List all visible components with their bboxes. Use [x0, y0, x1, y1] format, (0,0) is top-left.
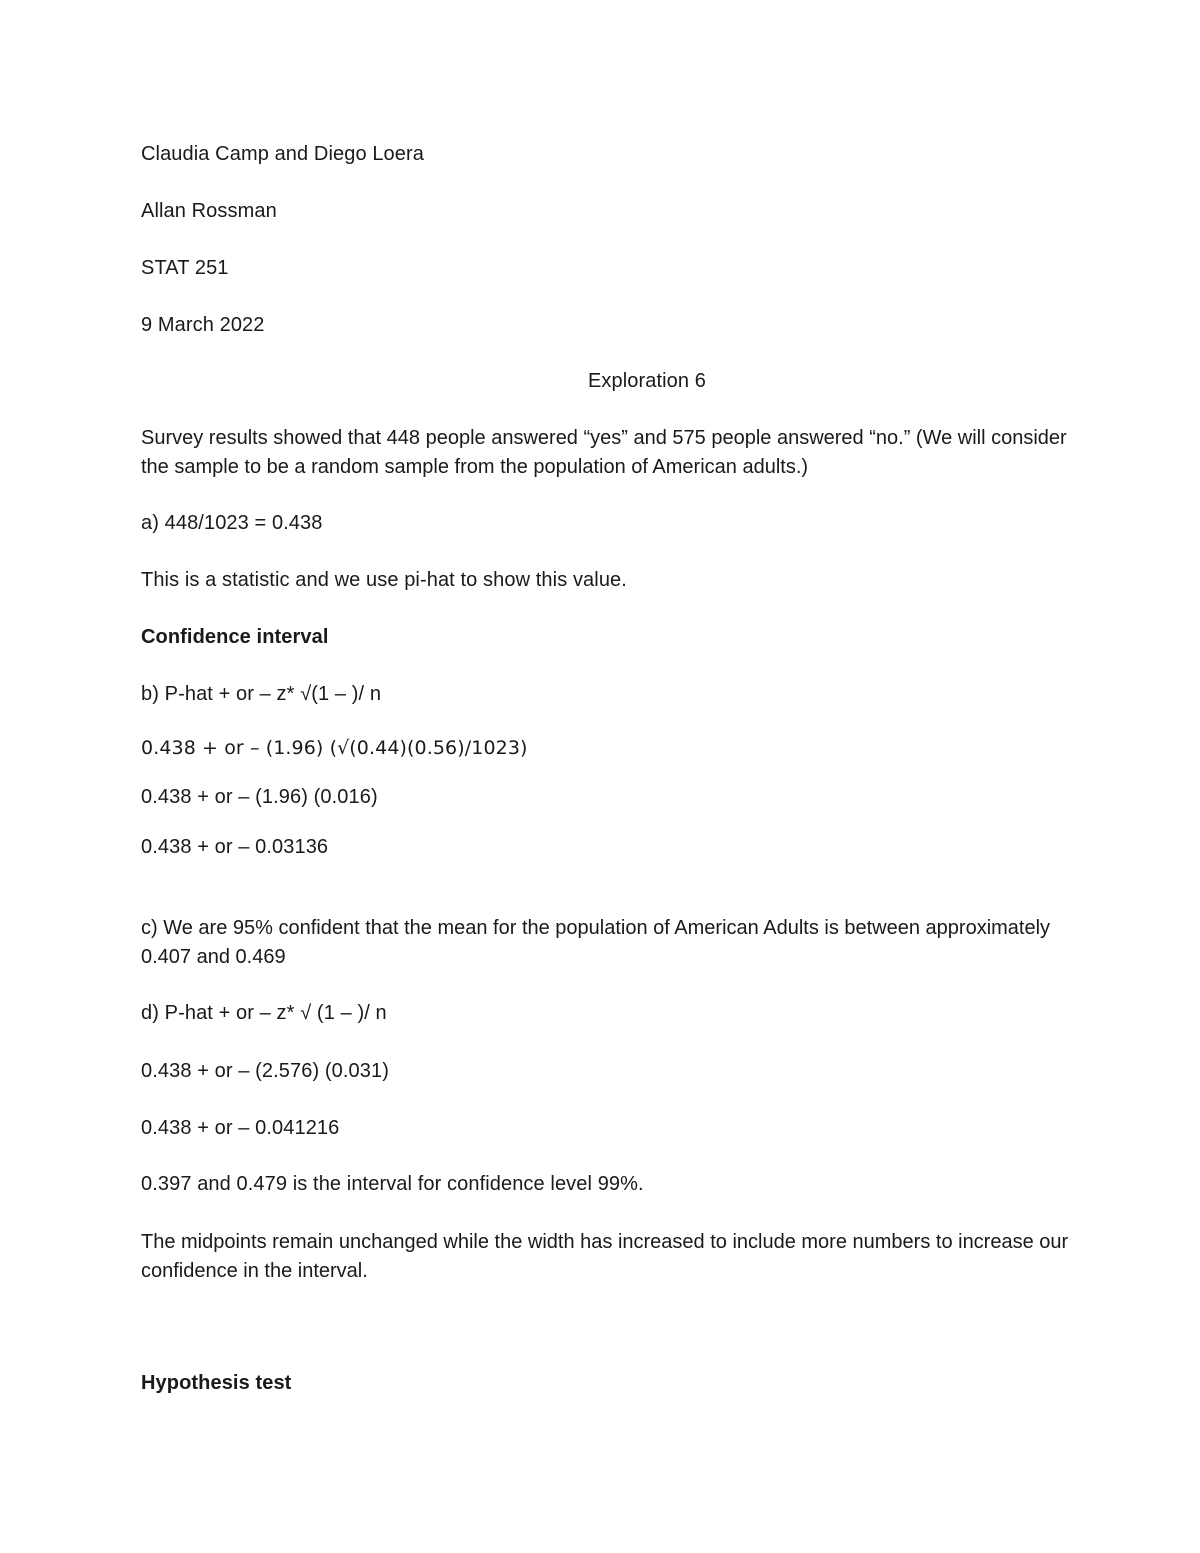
authors-line: Claudia Camp and Diego Loera: [141, 143, 424, 165]
intro-paragraph: Survey results showed that 448 people answered “yes” and 575 people answered “no.” (We will consider the sample to be a random sample from the population of American adults.): [141, 427, 1067, 478]
part-b-step-1: 0.438 + or – (1.96) (√(0.44)(0.56)/1023): [141, 737, 528, 759]
part-d-step-2: 0.438 + or – 0.041216: [141, 1117, 340, 1139]
confidence-interval-heading: Confidence interval: [141, 626, 329, 648]
instructor-line: Allan Rossman: [141, 200, 277, 222]
document-title: Exploration 6: [587, 370, 707, 392]
course-line: STAT 251: [141, 257, 229, 279]
part-d-conclusion: The midpoints remain unchanged while the width has increased to include more numbers to increase our confidence in the interval.: [141, 1231, 1069, 1282]
date-line: 9 March 2022: [141, 314, 265, 336]
part-d-result: 0.397 and 0.479 is the interval for confidence level 99%.: [141, 1173, 644, 1195]
hypothesis-test-heading: Hypothesis test: [141, 1372, 292, 1394]
part-d-formula: d) P-hat + or – z* √ (1 – )/ n: [141, 1002, 387, 1024]
part-a-calculation: a) 448/1023 = 0.438: [141, 512, 323, 534]
part-c-paragraph: c) We are 95% confident that the mean for the population of American Adults is between approximately 0.407 and 0.469: [141, 917, 1051, 968]
part-b-step-2: 0.438 + or – (1.96) (0.016): [141, 786, 378, 808]
part-b-formula: b) P-hat + or – z* √(1 – )/ n: [141, 683, 382, 705]
part-d-step-1: 0.438 + or – (2.576) (0.031): [141, 1060, 389, 1082]
part-b-step-3: 0.438 + or – 0.03136: [141, 836, 329, 858]
part-a-note: This is a statistic and we use pi-hat to show this value.: [141, 569, 627, 591]
